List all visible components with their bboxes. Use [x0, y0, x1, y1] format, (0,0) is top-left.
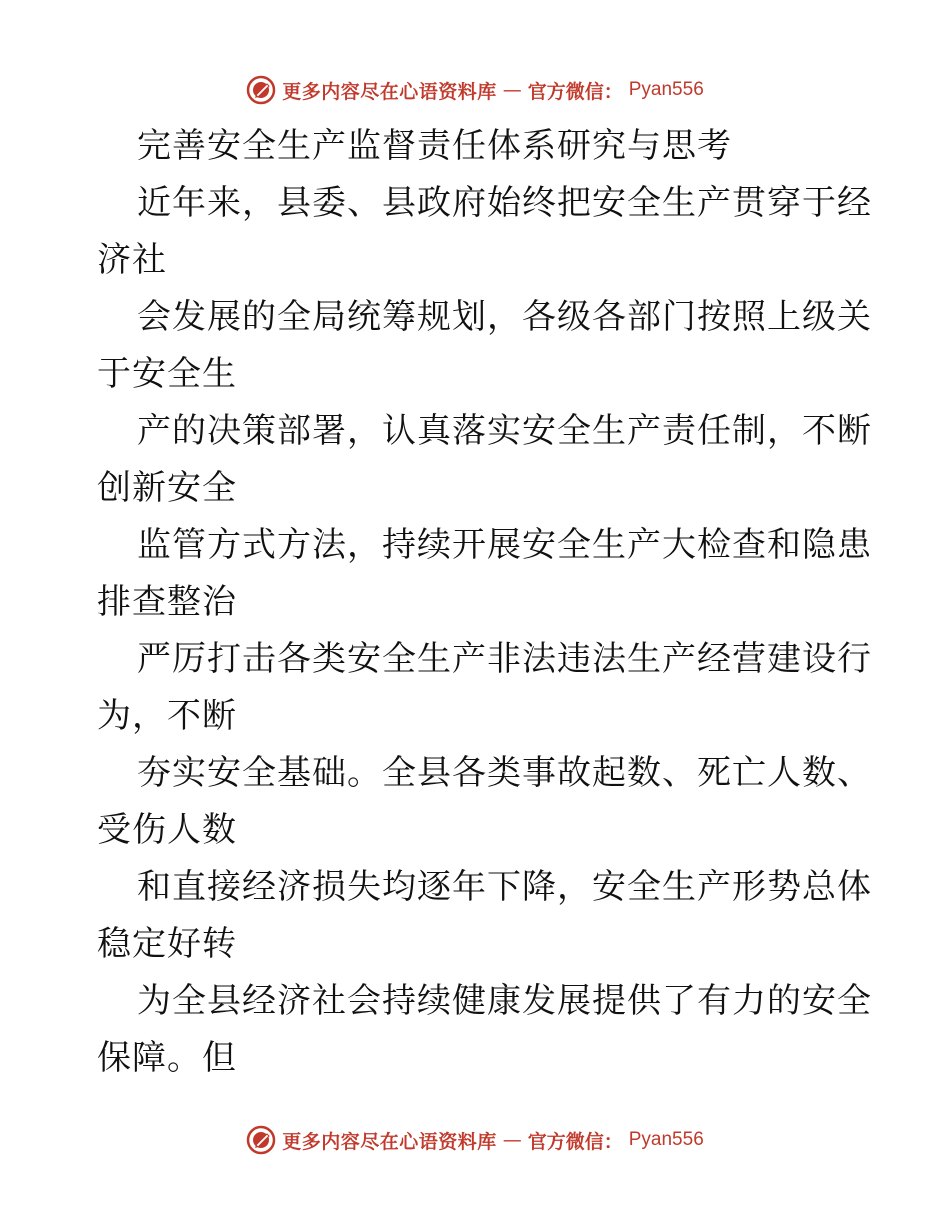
wechat-id: Pyan556 — [628, 1129, 704, 1150]
paragraph-line: 近年来，县委、县政府始终把安全生产贯穿于经 — [137, 183, 872, 223]
paragraph-line: 会发展的全局统筹规划，各级各部门按照上级关 — [137, 297, 872, 337]
wechat-label: 官方微信： — [527, 80, 623, 103]
paragraph-line: 排查整治 — [97, 582, 237, 622]
paragraph-line: 稳定好转 — [97, 924, 237, 964]
paragraph-line: 和直接经济损失均逐年下降，安全生产形势总体 — [137, 867, 872, 907]
paragraph-line: 创新安全 — [97, 468, 237, 508]
footer-banner — [0, 1120, 950, 1160]
paragraph-line: 为全县经济社会持续健康发展提供了有力的安全 — [137, 981, 872, 1021]
paragraph-line: 为，不断 — [97, 696, 237, 736]
banner-text: 更多内容尽在心语资料库 — [282, 1130, 497, 1153]
header-banner — [0, 70, 950, 110]
pen-logo-icon — [246, 75, 276, 105]
pen-logo-icon — [246, 1125, 276, 1155]
paragraph-line: 产的决策部署，认真落实安全生产责任制，不断 — [137, 411, 872, 451]
wechat-id: Pyan556 — [628, 79, 704, 100]
paragraph-line: 受伤人数 — [97, 810, 237, 850]
paragraph-line: 保障。但 — [97, 1038, 237, 1078]
paragraph-line: 夯实安全基础。全县各类事故起数、死亡人数、 — [137, 753, 872, 793]
banner-separator: — — [502, 1129, 522, 1151]
paragraph-line: 济社 — [97, 240, 167, 280]
paragraph-line: 监管方式方法，持续开展安全生产大检查和隐患 — [137, 525, 872, 565]
banner-text: 更多内容尽在心语资料库 — [282, 80, 497, 103]
paragraph-line: 于安全生 — [97, 354, 237, 394]
document-title: 完善安全生产监督责任体系研究与思考 — [137, 126, 732, 166]
paragraph-line: 严厉打击各类安全生产非法违法生产经营建设行 — [137, 639, 872, 679]
banner-separator: — — [502, 79, 522, 101]
wechat-label: 官方微信： — [527, 1130, 623, 1153]
document-body — [97, 118, 872, 1087]
